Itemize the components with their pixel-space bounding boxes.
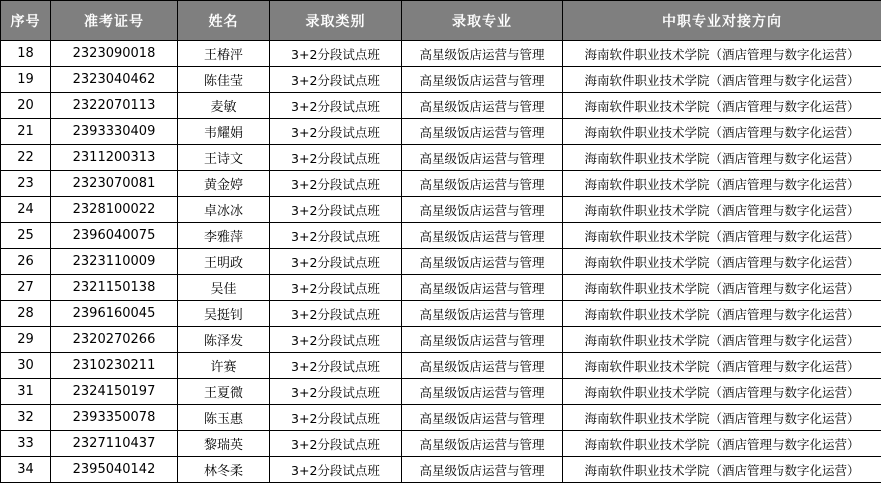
cell-no: 19 xyxy=(1,67,51,93)
cell-name: 吴挺钊 xyxy=(178,301,270,327)
cell-no: 30 xyxy=(1,353,51,379)
cell-category: 3+2分段试点班 xyxy=(270,223,402,249)
cell-category: 3+2分段试点班 xyxy=(270,379,402,405)
cell-direction: 海南软件职业技术学院（酒店管理与数字化运营） xyxy=(563,327,881,353)
cell-direction: 海南软件职业技术学院（酒店管理与数字化运营） xyxy=(563,197,881,223)
cell-category: 3+2分段试点班 xyxy=(270,457,402,483)
cell-no: 25 xyxy=(1,223,51,249)
cell-category: 3+2分段试点班 xyxy=(270,249,402,275)
cell-name: 黎瑞英 xyxy=(178,431,270,457)
cell-exam-id: 2310230211 xyxy=(51,353,178,379)
cell-exam-id: 2327110437 xyxy=(51,431,178,457)
cell-category: 3+2分段试点班 xyxy=(270,405,402,431)
cell-name: 林冬柔 xyxy=(178,457,270,483)
cell-direction: 海南软件职业技术学院（酒店管理与数字化运营） xyxy=(563,93,881,119)
cell-name: 陈佳莹 xyxy=(178,67,270,93)
cell-category: 3+2分段试点班 xyxy=(270,93,402,119)
cell-name: 许赛 xyxy=(178,353,270,379)
table-row xyxy=(1,67,881,93)
cell-major: 高星级饭店运营与管理 xyxy=(402,171,563,197)
cell-direction: 海南软件职业技术学院（酒店管理与数字化运营） xyxy=(563,353,881,379)
cell-exam-id: 2321150138 xyxy=(51,275,178,301)
cell-direction: 海南软件职业技术学院（酒店管理与数字化运营） xyxy=(563,275,881,301)
cell-direction: 海南软件职业技术学院（酒店管理与数字化运营） xyxy=(563,405,881,431)
cell-major: 高星级饭店运营与管理 xyxy=(402,249,563,275)
cell-category: 3+2分段试点班 xyxy=(270,67,402,93)
table-row xyxy=(1,249,881,275)
header-row xyxy=(1,1,881,41)
cell-major: 高星级饭店运营与管理 xyxy=(402,67,563,93)
cell-exam-id: 2323040462 xyxy=(51,67,178,93)
cell-name: 陈玉惠 xyxy=(178,405,270,431)
cell-category: 3+2分段试点班 xyxy=(270,171,402,197)
table-row xyxy=(1,275,881,301)
cell-direction: 海南软件职业技术学院（酒店管理与数字化运营） xyxy=(563,249,881,275)
cell-name: 王诗文 xyxy=(178,145,270,171)
header-category: 录取类别 xyxy=(270,1,402,41)
cell-no: 31 xyxy=(1,379,51,405)
cell-direction: 海南软件职业技术学院（酒店管理与数字化运营） xyxy=(563,301,881,327)
table-row xyxy=(1,223,881,249)
table-row xyxy=(1,457,881,483)
table-row xyxy=(1,327,881,353)
header-major: 录取专业 xyxy=(402,1,563,41)
cell-exam-id: 2311200313 xyxy=(51,145,178,171)
cell-name: 黄金婷 xyxy=(178,171,270,197)
cell-no: 22 xyxy=(1,145,51,171)
cell-category: 3+2分段试点班 xyxy=(270,145,402,171)
cell-exam-id: 2395040142 xyxy=(51,457,178,483)
cell-major: 高星级饭店运营与管理 xyxy=(402,431,563,457)
cell-direction: 海南软件职业技术学院（酒店管理与数字化运营） xyxy=(563,223,881,249)
cell-exam-id: 2396160045 xyxy=(51,301,178,327)
cell-exam-id: 2393330409 xyxy=(51,119,178,145)
table-row xyxy=(1,379,881,405)
cell-direction: 海南软件职业技术学院（酒店管理与数字化运营） xyxy=(563,119,881,145)
cell-no: 23 xyxy=(1,171,51,197)
header-no: 序号 xyxy=(1,1,51,41)
cell-major: 高星级饭店运营与管理 xyxy=(402,379,563,405)
table-row xyxy=(1,93,881,119)
table-row xyxy=(1,301,881,327)
table-row xyxy=(1,171,881,197)
cell-major: 高星级饭店运营与管理 xyxy=(402,145,563,171)
cell-name: 陈泽发 xyxy=(178,327,270,353)
cell-major: 高星级饭店运营与管理 xyxy=(402,457,563,483)
cell-major: 高星级饭店运营与管理 xyxy=(402,197,563,223)
cell-major: 高星级饭店运营与管理 xyxy=(402,301,563,327)
cell-name: 麦敏 xyxy=(178,93,270,119)
cell-direction: 海南软件职业技术学院（酒店管理与数字化运营） xyxy=(563,431,881,457)
cell-exam-id: 2323110009 xyxy=(51,249,178,275)
cell-name: 王椿泙 xyxy=(178,41,270,67)
table-row xyxy=(1,197,881,223)
cell-name: 卓冰冰 xyxy=(178,197,270,223)
cell-major: 高星级饭店运营与管理 xyxy=(402,353,563,379)
cell-category: 3+2分段试点班 xyxy=(270,119,402,145)
cell-major: 高星级饭店运营与管理 xyxy=(402,93,563,119)
table-row xyxy=(1,41,881,67)
cell-exam-id: 2323070081 xyxy=(51,171,178,197)
table-body xyxy=(1,41,881,483)
cell-category: 3+2分段试点班 xyxy=(270,327,402,353)
cell-no: 34 xyxy=(1,457,51,483)
cell-direction: 海南软件职业技术学院（酒店管理与数字化运营） xyxy=(563,379,881,405)
cell-name: 王夏微 xyxy=(178,379,270,405)
cell-direction: 海南软件职业技术学院（酒店管理与数字化运营） xyxy=(563,41,881,67)
table-row xyxy=(1,431,881,457)
cell-major: 高星级饭店运营与管理 xyxy=(402,41,563,67)
cell-direction: 海南软件职业技术学院（酒店管理与数字化运营） xyxy=(563,67,881,93)
cell-exam-id: 2393350078 xyxy=(51,405,178,431)
cell-name: 李雅萍 xyxy=(178,223,270,249)
cell-no: 27 xyxy=(1,275,51,301)
cell-no: 33 xyxy=(1,431,51,457)
cell-category: 3+2分段试点班 xyxy=(270,301,402,327)
cell-direction: 海南软件职业技术学院（酒店管理与数字化运营） xyxy=(563,457,881,483)
cell-major: 高星级饭店运营与管理 xyxy=(402,405,563,431)
table-row xyxy=(1,405,881,431)
cell-category: 3+2分段试点班 xyxy=(270,275,402,301)
cell-category: 3+2分段试点班 xyxy=(270,197,402,223)
cell-exam-id: 2324150197 xyxy=(51,379,178,405)
cell-major: 高星级饭店运营与管理 xyxy=(402,275,563,301)
cell-no: 29 xyxy=(1,327,51,353)
table-row xyxy=(1,353,881,379)
cell-no: 26 xyxy=(1,249,51,275)
cell-category: 3+2分段试点班 xyxy=(270,431,402,457)
table-row xyxy=(1,145,881,171)
cell-name: 韦耀娟 xyxy=(178,119,270,145)
cell-name: 王明政 xyxy=(178,249,270,275)
cell-major: 高星级饭店运营与管理 xyxy=(402,119,563,145)
cell-exam-id: 2323090018 xyxy=(51,41,178,67)
cell-no: 24 xyxy=(1,197,51,223)
cell-category: 3+2分段试点班 xyxy=(270,41,402,67)
cell-no: 21 xyxy=(1,119,51,145)
cell-category: 3+2分段试点班 xyxy=(270,353,402,379)
cell-no: 18 xyxy=(1,41,51,67)
cell-no: 20 xyxy=(1,93,51,119)
cell-direction: 海南软件职业技术学院（酒店管理与数字化运营） xyxy=(563,171,881,197)
cell-exam-id: 2328100022 xyxy=(51,197,178,223)
cell-no: 32 xyxy=(1,405,51,431)
cell-direction: 海南软件职业技术学院（酒店管理与数字化运营） xyxy=(563,145,881,171)
cell-no: 28 xyxy=(1,301,51,327)
header-exam-id: 准考证号 xyxy=(51,1,178,41)
cell-major: 高星级饭店运营与管理 xyxy=(402,223,563,249)
cell-major: 高星级饭店运营与管理 xyxy=(402,327,563,353)
cell-exam-id: 2322070113 xyxy=(51,93,178,119)
cell-exam-id: 2320270266 xyxy=(51,327,178,353)
cell-name: 吴佳 xyxy=(178,275,270,301)
header-name: 姓名 xyxy=(178,1,270,41)
header-direction: 中职专业对接方向 xyxy=(563,1,881,41)
cell-exam-id: 2396040075 xyxy=(51,223,178,249)
table-row xyxy=(1,119,881,145)
